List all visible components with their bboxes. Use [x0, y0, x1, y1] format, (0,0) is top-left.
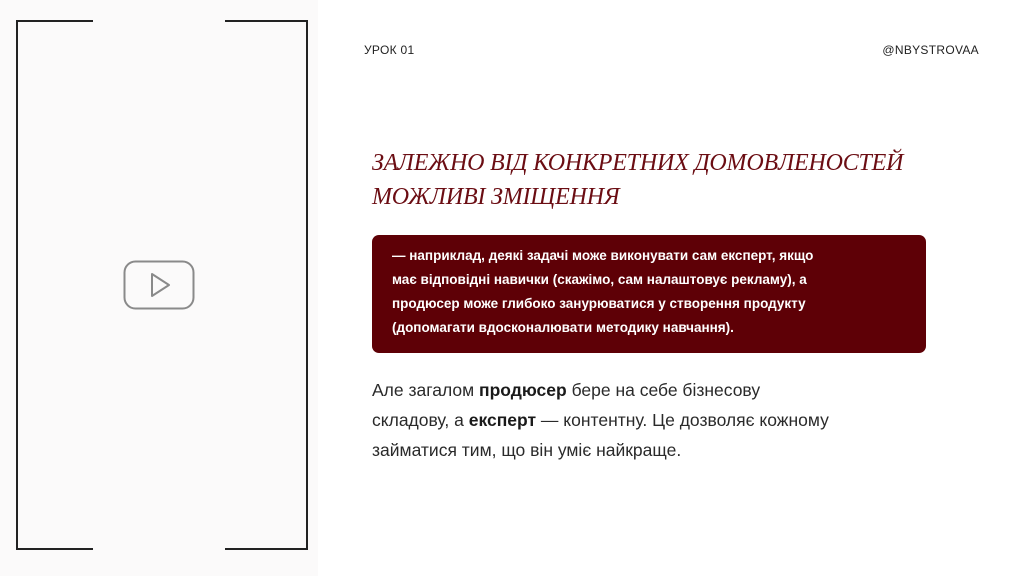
- slide-title: [372, 146, 972, 214]
- body-line: [372, 405, 932, 435]
- frame-left-border: [16, 20, 18, 550]
- frame-bottom-left-edge: [16, 548, 93, 550]
- body-text-segment: — контентну. Це дозволяє кожному: [536, 410, 829, 430]
- body-line: [372, 375, 932, 405]
- frame-bottom-right-edge: [225, 548, 307, 550]
- callout-line: — наприклад, деякі задачі може виконувати сам експерт, якщо: [392, 248, 814, 263]
- frame-top-left-edge: [16, 20, 93, 22]
- callout-line: продюсер може глибоко занурюватися у створення продукту: [392, 296, 806, 311]
- body-paragraph: [372, 375, 932, 465]
- body-line: займатися тим, що він уміє найкраще.: [372, 440, 682, 460]
- play-icon[interactable]: [123, 260, 195, 310]
- expert-emphasis: експерт: [468, 410, 537, 430]
- author-handle: @NBYSTROVAA: [882, 43, 979, 57]
- example-callout: [372, 235, 926, 353]
- body-text-segment: складову, а: [372, 410, 469, 430]
- producer-emphasis: продюсер: [479, 380, 567, 400]
- body-text-segment: Але загалом: [372, 380, 479, 400]
- title-line: МОЖЛИВІ ЗМІЩЕННЯ: [372, 184, 620, 210]
- lesson-label: УРОК 01: [364, 43, 415, 57]
- body-text-segment: бере на себе бізнесову: [566, 380, 761, 400]
- video-panel: [0, 0, 318, 576]
- title-line: ЗАЛЕЖНО ВІД КОНКРЕТНИХ ДОМОВЛЕНОСТЕЙ: [372, 150, 904, 176]
- frame-top-right-edge: [225, 20, 307, 22]
- callout-line: має відповідні навички (скажімо, сам налаштовує рекламу), а: [392, 272, 807, 287]
- frame-right-border: [306, 20, 308, 550]
- callout-line: (допомагати вдосконалювати методику навчання).: [392, 320, 734, 335]
